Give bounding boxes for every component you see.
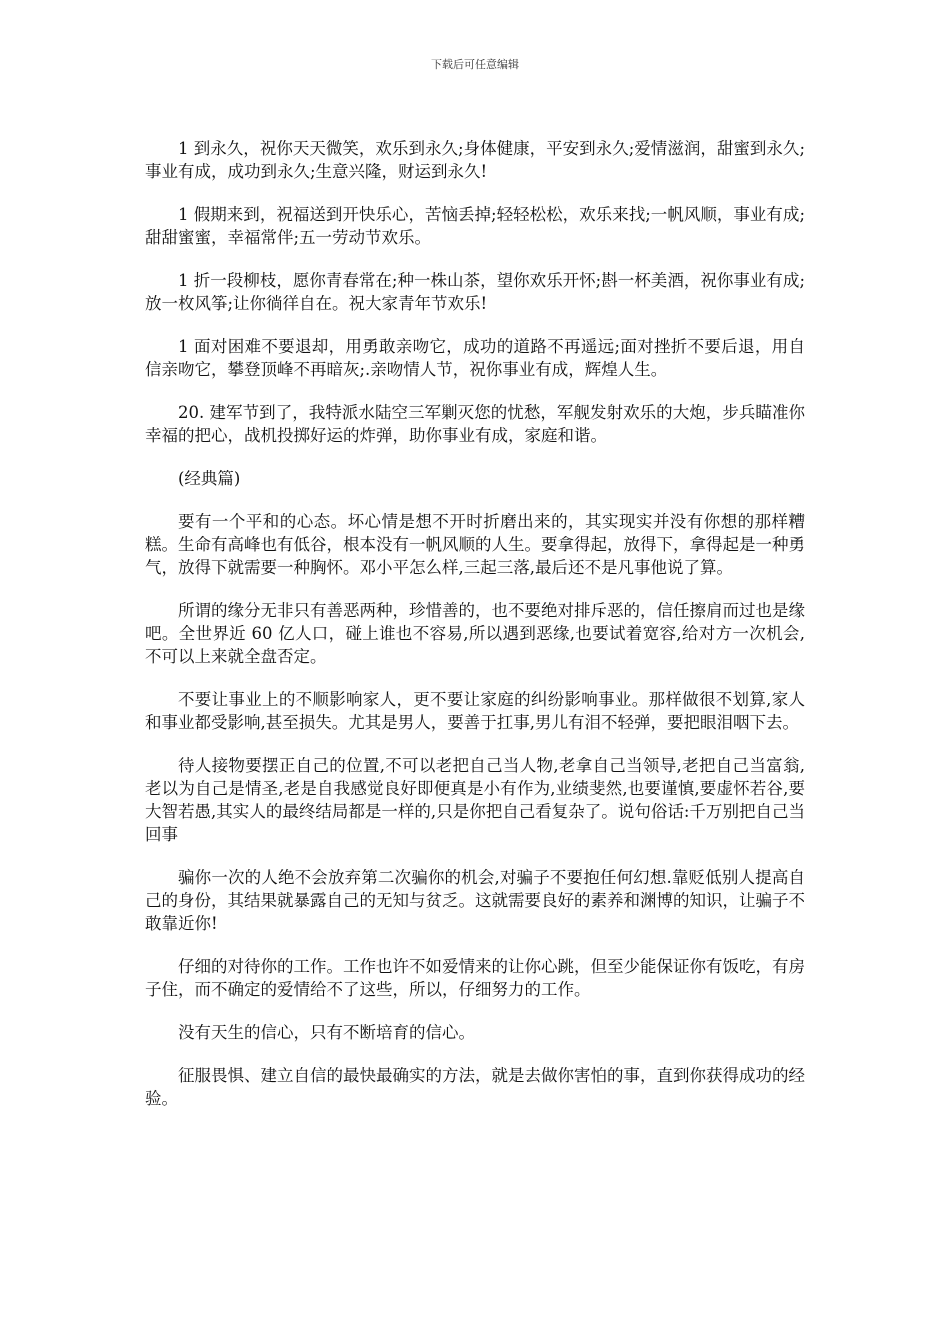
paragraph-5: 20. 建军节到了，我特派水陆空三军剿灭您的忧愁，军舰发射欢乐的大炮，步兵瞄准你幸福的把心，战机投掷好运的炸弹，助你事业有成，家庭和谐。: [145, 403, 805, 445]
paragraph-6: 要有一个平和的心态。坏心情是想不开时折磨出来的，其实现实并没有你想的那样糟糕。生命有高峰也有低谷，根本没有一帆风顺的人生。要拿得起，放得下，拿得起是一种勇气，放得下就需要一种胸怀。邓小平怎么样,三起三落,最后还不是凡事他说了算。: [145, 512, 805, 577]
paragraph-8: 不要让事业上的不顺影响家人，更不要让家庭的纠纷影响事业。那样做很不划算,家人和事业都受影响,甚至损失。尤其是男人，要善于扛事,男儿有泪不轻弹，要把眼泪咽下去。: [145, 690, 805, 732]
paragraph-12: 没有天生的信心，只有不断培育的信心。: [178, 1023, 475, 1042]
paragraph-2: 1 假期来到，祝福送到开快乐心，苦恼丢掉;轻轻松松，欢乐来找;一帆风顺，事业有成;甜甜蜜蜜，幸福常伴;五一劳动节欢乐。: [145, 205, 805, 247]
paragraph-7: 所谓的缘分无非只有善恶两种，珍惜善的，也不要绝对排斥恶的，信任擦肩而过也是缘吧。全世界近 60 亿人口，碰上谁也不容易,所以遇到恶缘,也要试着宽容,给对方一次机会,不可以上来就全盘否定。: [145, 601, 805, 666]
paragraph-10: 骗你一次的人绝不会放弃第二次骗你的机会,对骗子不要抱任何幻想.靠贬低别人提高自己的身份，其结果就暴露自己的无知与贫乏。这就需要良好的素养和渊博的知识，让骗子不敢靠近你!: [145, 868, 805, 933]
paragraph-9: 待人接物要摆正自己的位置,不可以老把自己当人物,老拿自己当领导,老把自己当富翁,老以为自己是情圣,老是自我感觉良好即便真是小有作为,业绩斐然,也要谨慎,要虚怀若谷,要大智若愚,其实人的最终结局都是一样的,只是你把自己看复杂了。说句俗话:千万别把自己当回事: [145, 756, 805, 844]
document-body: [145, 137, 805, 1130]
paragraph-1: 1 到永久，祝你天天微笑，欢乐到永久;身体健康，平安到永久;爱情滋润，甜蜜到永久;事业有成，成功到永久;生意兴隆，财运到永久!: [145, 139, 805, 181]
paragraph-4: 1 面对困难不要退却，用勇敢亲吻它，成功的道路不再遥远;面对挫折不要后退，用自信亲吻它，攀登顶峰不再暗灰;.亲吻情人节，祝你事业有成，辉煌人生。: [145, 337, 805, 379]
page-header: 下载后可任意编辑: [431, 58, 519, 71]
paragraph-13: 征服畏惧、建立自信的最快最确实的方法，就是去做你害怕的事，直到你获得成功的经验。: [145, 1066, 805, 1108]
paragraph-3: 1 折一段柳枝，愿你青春常在;种一株山茶，望你欢乐开怀;斟一杯美酒，祝你事业有成;放一枚风筝;让你徜徉自在。祝大家青年节欢乐!: [145, 271, 805, 313]
paragraph-11: 仔细的对待你的工作。工作也许不如爱情来的让你心跳，但至少能保证你有饭吃，有房子住，而不确定的爱情给不了这些，所以，仔细努力的工作。: [145, 957, 805, 999]
section-heading: (经典篇): [178, 469, 241, 488]
